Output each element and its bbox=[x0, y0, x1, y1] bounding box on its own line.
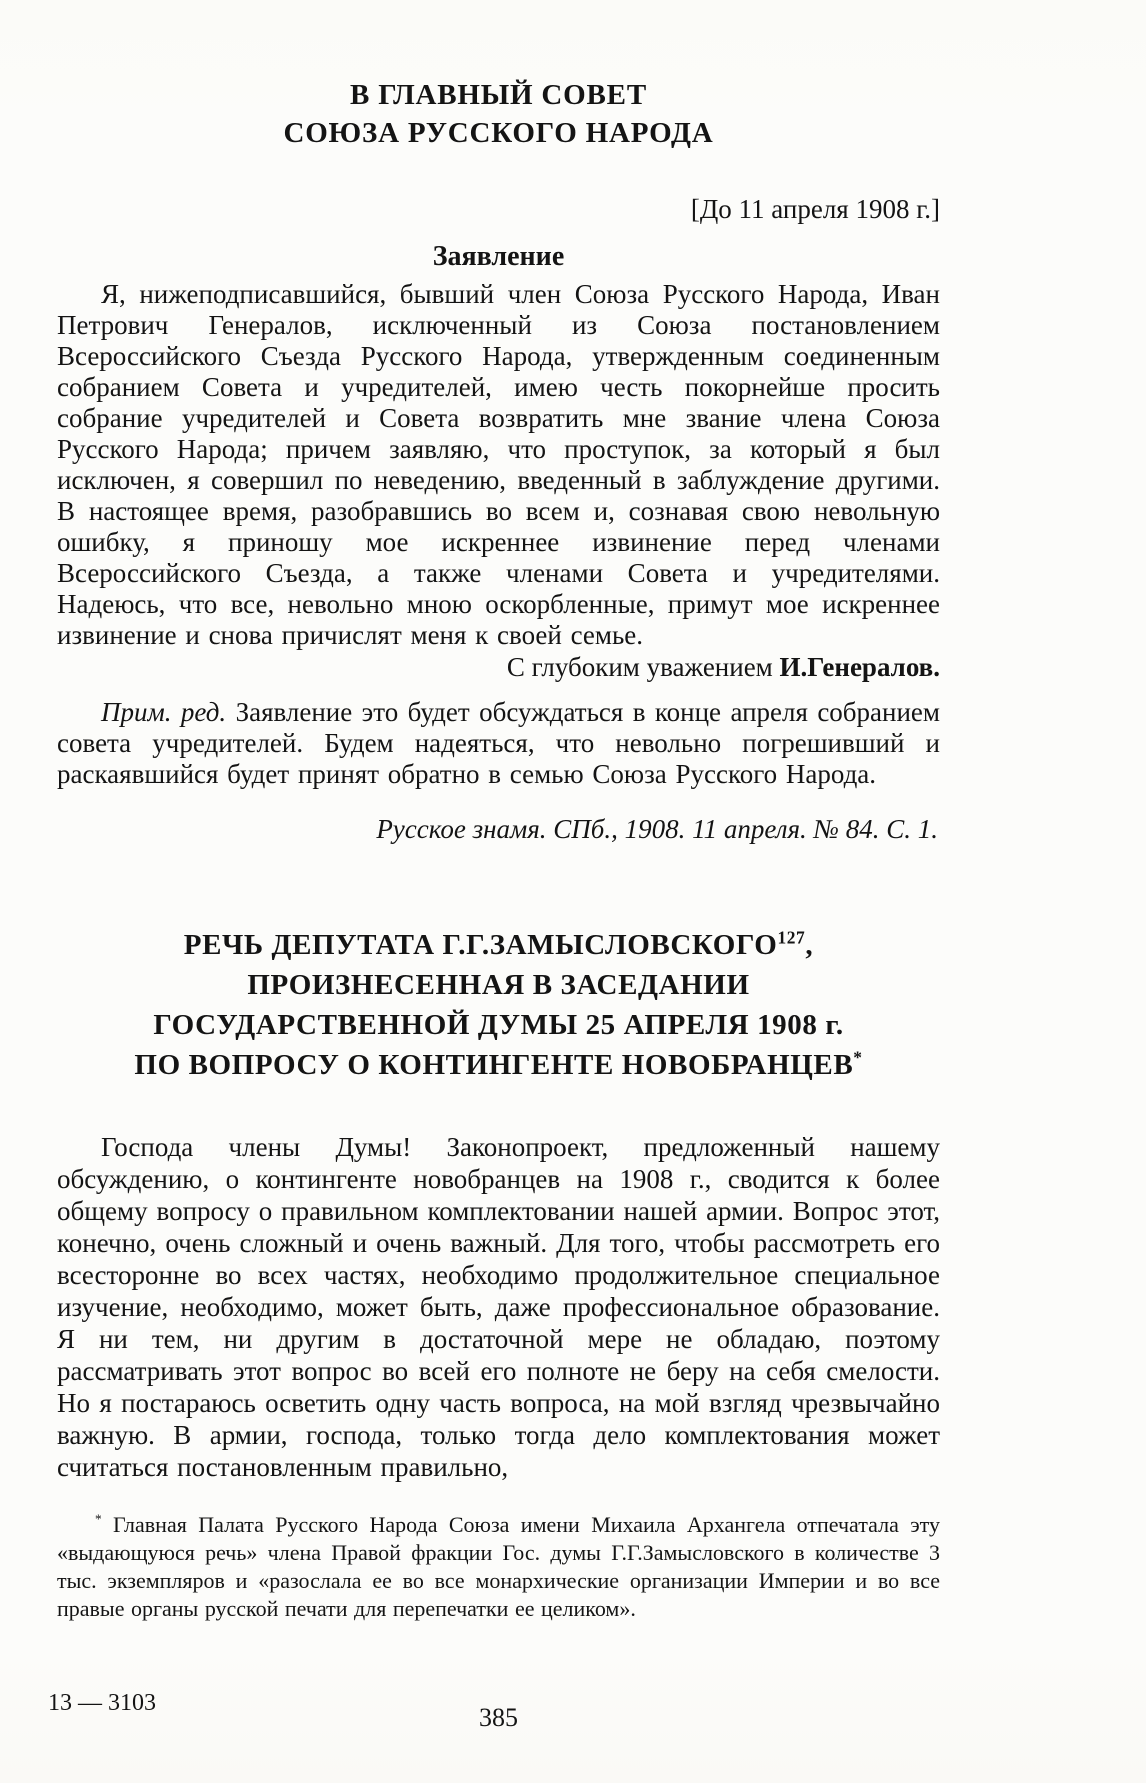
footnote-paragraph bbox=[57, 1511, 940, 1623]
doc1-date-note: [До 11 апреля 1908 г.] bbox=[690, 194, 940, 224]
footnote-text: Главная Палата Русского Народа Союза имени Михаила Архангела отпечатала эту «выдающуюся речь» члена Правой фракции Гос. думы Г.Г.Замысловского в количестве 3 тыс. экземпляров и «разослала ее во все монархические организации Империи и во все правые органы русской печати для перепечатки ее целиком». bbox=[57, 1512, 940, 1621]
page-content bbox=[57, 0, 940, 1623]
editor-note-lead: Прим. ред. bbox=[101, 697, 227, 727]
doc1-subtitle: Заявление bbox=[432, 241, 565, 272]
editor-note-text: Заявление это будет обсуждаться в конце апреля собранием совета учредителей. Будем надеяться, что невольно погрешивший и раскаявшийся будет принят обратно в семью Союза Русского Народа. bbox=[57, 697, 940, 789]
doc2-title-asterisk-ref: * bbox=[853, 1047, 863, 1068]
doc2-title-line4 bbox=[57, 1045, 940, 1085]
doc2-title-line3: ГОСУДАРСТВЕННОЙ ДУМЫ 25 АПРЕЛЯ 1908 г. bbox=[153, 1009, 844, 1041]
doc1-title-line2: СОЮЗА РУССКОГО НАРОДА bbox=[283, 117, 714, 149]
doc2-title-line1 bbox=[57, 925, 940, 965]
doc1-source-citation: Русское знамя. СПб., 1908. 11 апреля. № 84. С. 1. bbox=[376, 814, 938, 844]
doc2-body-paragraph: Господа члены Думы! Законопроект, предложенный нашему обсуждению, о контингенте новобранцев на 1908 г., сводится к более общему вопросу о правильном комплектовании нашей армии. Вопрос этот, конечно, очень сложный и очень важный. Для того, чтобы рассмотреть его всесторонне во всех частях, необходимо продолжительное специальное изучение, необходимо, может быть, даже профессиональное образование. Я ни тем, ни другим в достаточной мере не обладаю, поэтому рассматривать этот вопрос во всей его полноте не беру на себя смелости. Но я постараюсь осветить одну часть вопроса, на мой взгляд чрезвычайно важную. В армии, господа, только тогда дело комплектования может считаться постановленным правильно, bbox=[57, 1132, 940, 1482]
doc1-title-line1: В ГЛАВНЫЙ СОВЕТ bbox=[350, 79, 647, 111]
doc1-body-paragraph: Я, нижеподписавшийся, бывший член Союза Русского Народа, Иван Петрович Генералов, исключенный из Союза постановлением Всероссийского Съезда Русского Народа, утвержденным соединенным собранием Совета и учредителей, имею честь покорнейше просить собрание учредителей и Совета возвратить мне звание члена Союза Русского Народа; причем заявляю, что проступок, за который я был исключен, я совершил по неведению, введенный в заблуждение другими. В настоящее время, разобравшись во всем и, сознавая свою невольную ошибку, я приношу мое искреннее извинение перед членами Всероссийского Съезда, а также членами Совета и учредителями. Надеюсь, что все, невольно мною оскорбленные, примут мое искреннее извинение и снова причислят меня к своей семье. bbox=[57, 279, 940, 650]
editor-note-paragraph bbox=[57, 697, 940, 790]
doc2-title-line1-comma: , bbox=[805, 929, 814, 961]
doc1-title bbox=[57, 76, 940, 152]
doc2-title-line4-text: ПО ВОПРОСУ О КОНТИНГЕНТЕ НОВОБРАНЦЕВ bbox=[134, 1049, 854, 1081]
doc2-title-footnote-ref: 127 bbox=[777, 927, 806, 948]
footnote-marker: * bbox=[95, 1511, 102, 1527]
doc2-title-line1-text: РЕЧЬ ДЕПУТАТА Г.Г.ЗАМЫСЛОВСКОГО bbox=[183, 929, 778, 961]
doc2-title-line2: ПРОИЗНЕСЕННАЯ В ЗАСЕДАНИИ bbox=[247, 969, 750, 1001]
doc1-signature bbox=[57, 652, 940, 683]
print-signature-code: 13 — 3103 bbox=[48, 1690, 156, 1716]
signature-name: И.Генералов. bbox=[779, 652, 940, 682]
signature-preamble: С глубоким уважением bbox=[506, 652, 780, 682]
doc2-title bbox=[57, 925, 940, 1085]
page-number: 385 bbox=[479, 1703, 518, 1732]
